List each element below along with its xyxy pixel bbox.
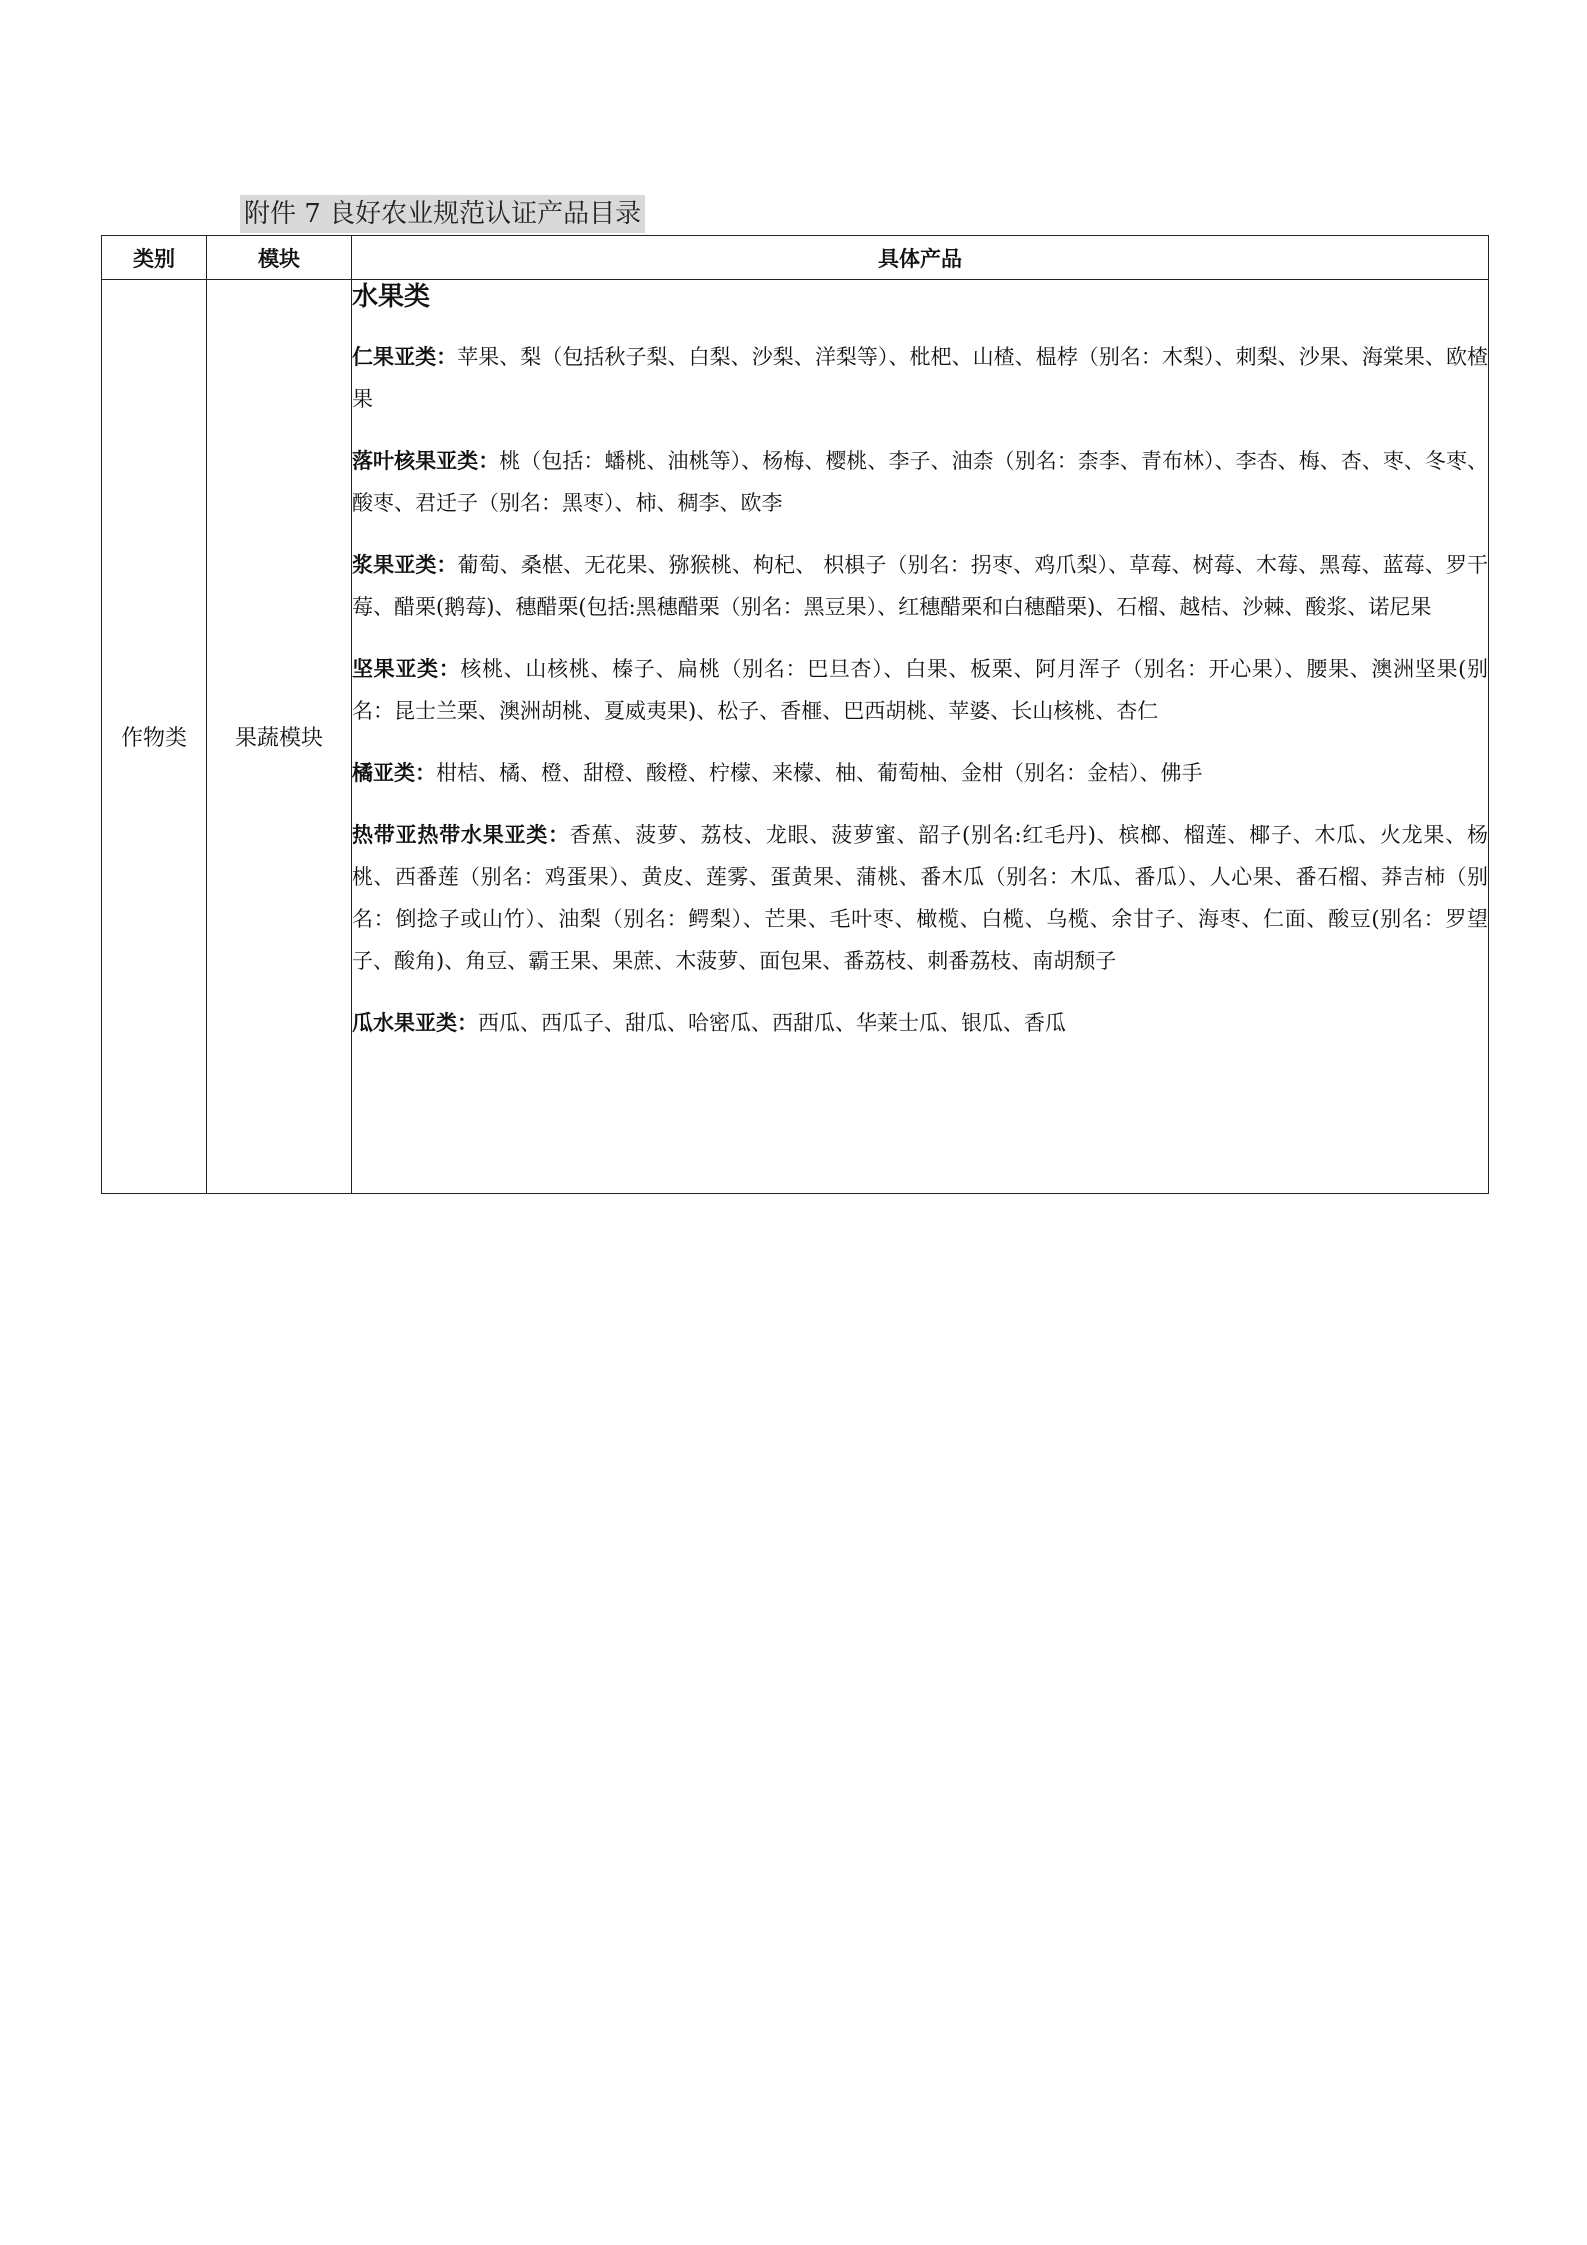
header-category: 类别: [102, 236, 207, 280]
subcategory-nuts: [352, 648, 1488, 732]
subcategory-name: 浆果亚类：: [352, 552, 458, 577]
subcategory-tropical-fruits: [352, 814, 1488, 982]
table-row: [102, 280, 1489, 1194]
subcategory-items: 核桃、山核桃、榛子、扁桃（别名：巴旦杏）、白果、板栗、阿月浑子（别名：开心果）、腰果、澳洲坚果(别名：昆士兰栗、澳洲胡桃、夏威夷果)、松子、香榧、巴西胡桃、苹婆、长山核桃、杏仁: [352, 657, 1488, 723]
table-header-row: [102, 236, 1489, 280]
subcategory-name: 热带亚热带水果亚类：: [352, 822, 570, 847]
subcategory-items: 西瓜、西瓜子、甜瓜、哈密瓜、西甜瓜、华莱士瓜、银瓜、香瓜: [478, 1011, 1066, 1035]
subcategory-name: 橘亚类：: [352, 760, 436, 785]
subcategory-melons: [352, 1002, 1488, 1044]
subcategory-items: 香蕉、菠萝、荔枝、龙眼、菠萝蜜、韶子(别名:红毛丹)、槟榔、榴莲、椰子、木瓜、火龙果、杨桃、西番莲（别名：鸡蛋果）、黄皮、莲雾、蛋黄果、蒲桃、番木瓜（别名：木瓜、番瓜）、人心果、番石榴、莽吉柿（别名：倒捻子或山竹）、油梨（别名：鳄梨）、芒果、毛叶枣、橄榄、白榄、乌榄、余甘子、海枣、仁面、酸豆(别名：罗望子、酸角)、角豆、霸王果、果蔗、木菠萝、面包果、番荔枝、刺番荔枝、南胡颓子: [352, 823, 1488, 973]
document-title: 附件 7 良好农业规范认证产品目录: [240, 195, 645, 233]
products-cell: [352, 280, 1489, 1194]
subcategory-items: 柑桔、橘、橙、甜橙、酸橙、柠檬、来檬、柚、葡萄柚、金柑（别名：金桔）、佛手: [436, 761, 1203, 785]
product-catalog-table: [101, 235, 1489, 1194]
category-cell: 作物类: [102, 280, 207, 1194]
subcategory-items: 苹果、梨（包括秋子梨、白梨、沙梨、洋梨等）、枇杷、山楂、榅桲（别名：木梨）、刺梨、沙果、海棠果、欧楂果: [352, 345, 1488, 411]
subcategory-name: 落叶核果亚类：: [352, 448, 500, 473]
subcategory-items: 葡萄、桑椹、无花果、猕猴桃、枸杞、 枳椇子（别名：拐枣、鸡爪梨）、草莓、树莓、木莓、黑莓、蓝莓、罗干莓、醋栗(鹅莓)、穗醋栗(包括:黑穗醋栗（别名：黑豆果）、红穗醋栗和白穗醋栗)、石榴、越桔、沙棘、酸浆、诺尼果: [352, 553, 1489, 619]
subcategory-pome-fruits: [352, 336, 1488, 420]
subcategory-stone-fruits: [352, 440, 1488, 524]
subcategory-name: 坚果亚类：: [352, 656, 461, 681]
header-products: 具体产品: [352, 236, 1489, 280]
module-cell: 果蔬模块: [207, 280, 352, 1194]
subcategory-name: 瓜水果亚类：: [352, 1010, 478, 1035]
subcategory-citrus: [352, 752, 1488, 794]
subcategory-items: 桃（包括：蟠桃、油桃等）、杨梅、樱桃、李子、油柰（别名：柰李、青布林）、李杏、梅、杏、枣、冬枣、酸枣、君迁子（别名：黑枣）、柿、稠李、欧李: [352, 449, 1489, 515]
subcategory-berries: [352, 544, 1488, 628]
subcategory-name: 仁果亚类：: [352, 344, 458, 369]
header-module: 模块: [207, 236, 352, 280]
section-heading-fruits: 水果类: [352, 282, 431, 312]
